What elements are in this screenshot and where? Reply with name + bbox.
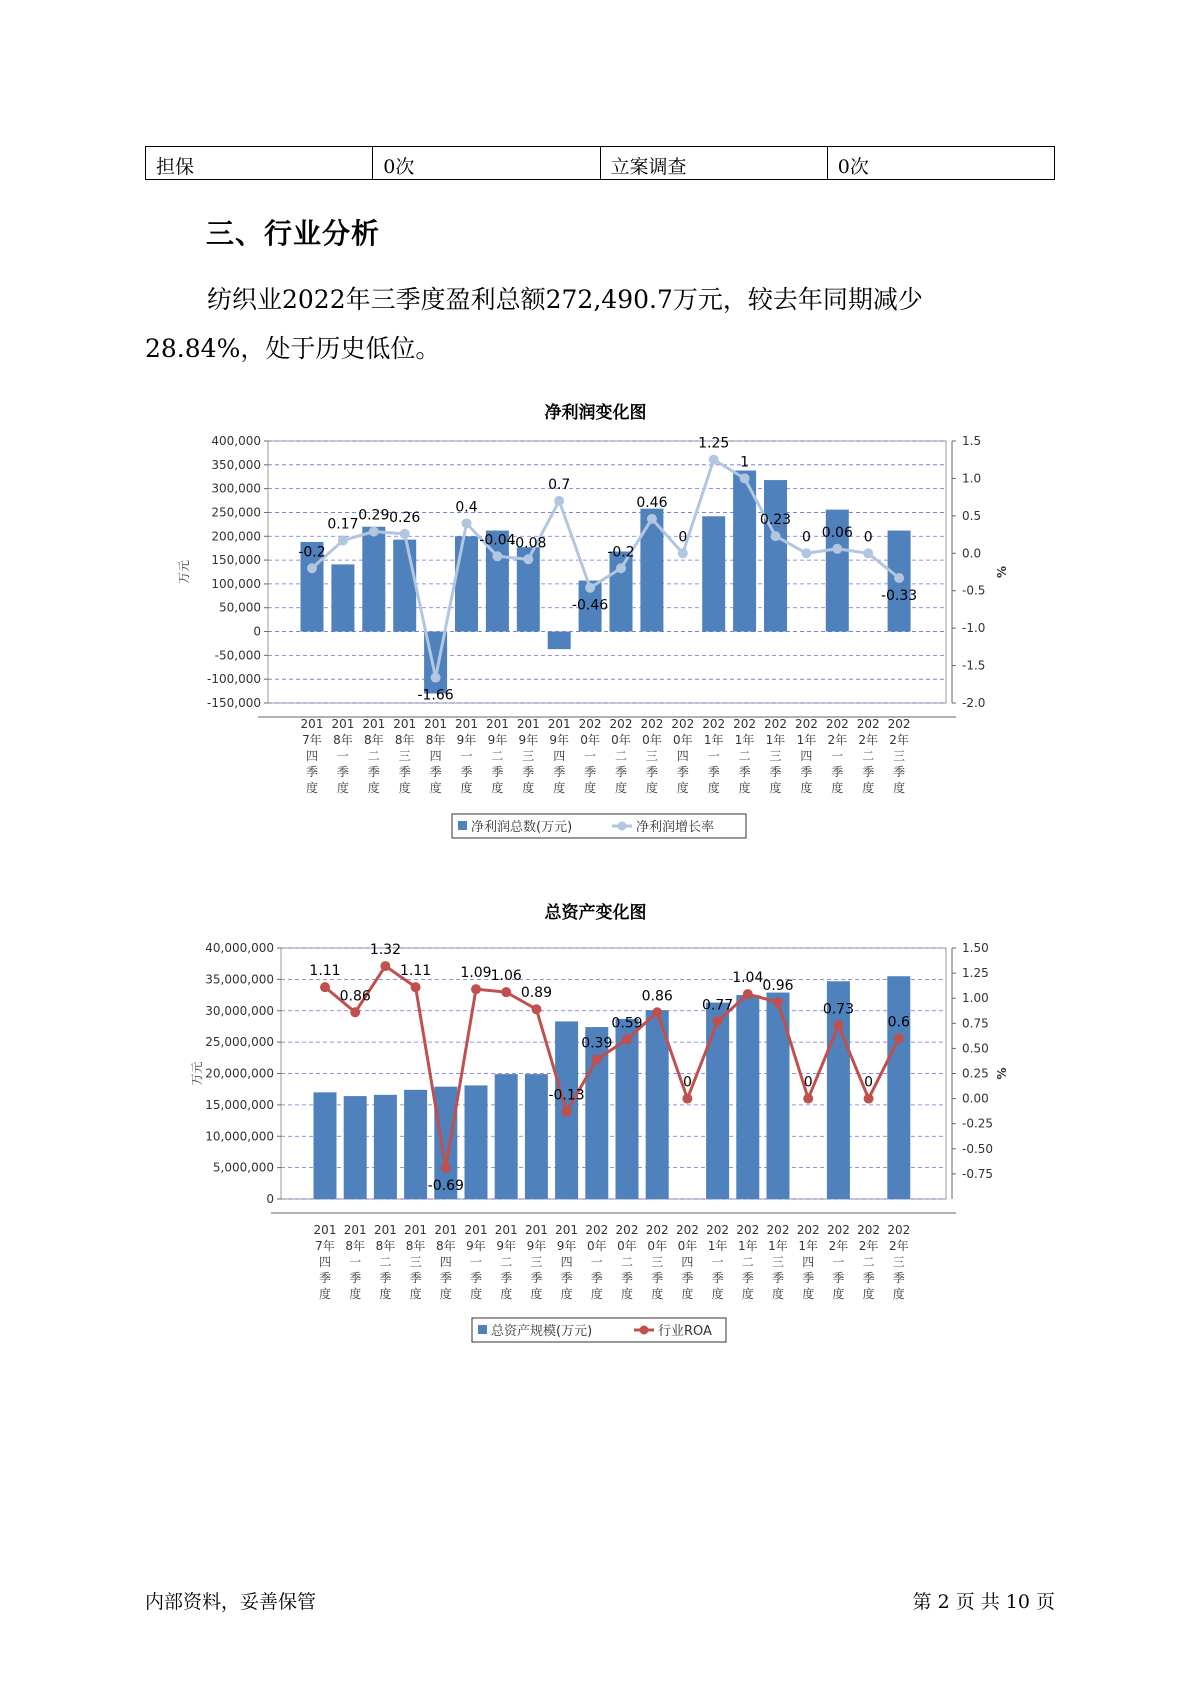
y-tick-label: 20,000,000: [205, 1066, 274, 1081]
bar: [455, 536, 478, 631]
legend-swatch-bars: [478, 1325, 487, 1334]
line-point: [501, 987, 511, 997]
x-tick-label: 202 1年二季度: [733, 717, 757, 795]
line-point: [652, 1007, 662, 1017]
analysis-paragraph: 纺织业2022年三季度盈利总额272,490.7万元，较去年同期减少28.84%，处于历史低位。: [145, 285, 923, 363]
x-tick-label: 201 9年二季度: [494, 1223, 518, 1301]
data-label: -1.66: [417, 687, 454, 704]
x-tick-label: 202 0年一季度: [585, 1223, 609, 1301]
x-tick-label: 201 9年四季度: [555, 1223, 579, 1301]
y-tick-label: 40,000,000: [205, 941, 274, 955]
bar: [393, 540, 416, 632]
line-point: [771, 531, 781, 541]
data-label: 0.86: [641, 988, 673, 1005]
bar: [525, 1074, 548, 1199]
y-tick-label: 300,000: [211, 481, 261, 496]
bar: [736, 995, 759, 1199]
line-point: [350, 1007, 360, 1017]
x-tick-label: 201 9年二季度: [485, 717, 509, 795]
data-label: -0.33: [880, 587, 918, 604]
x-tick-label: 202 1年二季度: [736, 1223, 760, 1301]
x-tick-label: 201 7年四季度: [300, 717, 324, 795]
y-tick-label: 400,000: [211, 434, 261, 448]
x-tick-label: 202 1年三季度: [764, 717, 787, 795]
x-tick-label: 201 9年一季度: [464, 1223, 488, 1301]
line-point: [682, 1094, 692, 1104]
x-tick-label: 201 8年三季度: [393, 717, 417, 795]
x-tick-label: 202 0年三季度: [640, 717, 664, 795]
y2-tick-label: -1.0: [962, 621, 986, 636]
x-tick-label: 202 1年三季度: [766, 1223, 790, 1301]
y-tick-label: -150,000: [207, 696, 261, 710]
footer-page-number: 第 2 页 共 10 页: [912, 1591, 1055, 1613]
line-point: [864, 1094, 874, 1104]
line-point: [833, 1020, 843, 1030]
legend-swatch-bars: [458, 821, 467, 830]
line-point: [462, 518, 472, 528]
data-label: -0.04: [479, 532, 516, 549]
data-label: 0: [678, 529, 688, 546]
data-label: -0.46: [571, 597, 609, 614]
data-label: -0.13: [548, 1087, 585, 1104]
x-tick-label: 202 2年三季度: [887, 717, 911, 795]
info-table: [145, 146, 1055, 180]
data-label: 0.7: [548, 476, 571, 493]
y-tick-label: 250,000: [211, 505, 261, 520]
line-point: [554, 496, 564, 506]
line-point: [338, 536, 348, 546]
table-cell: 0次: [827, 147, 1054, 180]
line-point: [307, 563, 317, 573]
data-label: 1: [740, 454, 750, 471]
line-point: [894, 1033, 904, 1043]
data-label: -0.2: [607, 544, 635, 561]
data-label: -0.69: [427, 1177, 464, 1194]
line-point: [616, 563, 626, 573]
line-point: [531, 1004, 541, 1014]
y2-tick-label: 0.0: [962, 546, 982, 561]
y-tick-label: 35,000,000: [205, 972, 274, 987]
line-point: [709, 455, 719, 465]
data-label: 1.32: [369, 942, 401, 959]
x-tick-label: 202 0年二季度: [609, 717, 633, 795]
y-tick-label: -100,000: [207, 672, 261, 687]
line-point: [471, 984, 481, 994]
line-point: [400, 529, 410, 539]
data-label: 0.86: [339, 988, 371, 1005]
x-tick-label: 202 2年三季度: [887, 1223, 911, 1301]
y2-tick-label: 0.50: [962, 1041, 989, 1056]
line-point: [801, 548, 811, 558]
data-label: 0.96: [762, 978, 794, 995]
x-tick-label: 202 2年二季度: [857, 1223, 881, 1301]
y2-axis-title: %: [995, 1067, 1009, 1080]
x-tick-label: 201 9年四季度: [547, 717, 571, 795]
bar: [764, 480, 787, 631]
y2-tick-label: -0.50: [962, 1141, 994, 1156]
line-point: [369, 527, 379, 537]
data-label: -0.2: [298, 544, 326, 561]
data-label: 0.4: [455, 499, 478, 516]
data-label: -0.08: [510, 535, 547, 552]
data-label: 0: [682, 1074, 692, 1091]
bar: [465, 1085, 488, 1199]
legend-label-line: 净利润增长率: [636, 820, 715, 835]
data-label: 0.6: [887, 1014, 910, 1031]
data-label: 0.59: [611, 1015, 643, 1032]
legend-swatch-point: [640, 1326, 649, 1335]
bar: [314, 1092, 337, 1199]
line-point: [713, 1016, 723, 1026]
y2-tick-label: -0.25: [962, 1116, 994, 1131]
bar: [702, 516, 725, 631]
data-label: 1.04: [732, 970, 764, 987]
bar: [374, 1095, 397, 1199]
y-tick-label: 0: [253, 624, 261, 639]
x-tick-label: 201 9年三季度: [524, 1223, 548, 1301]
line-point: [803, 1094, 813, 1104]
data-label: 0: [803, 1074, 813, 1091]
y2-tick-label: 0.5: [962, 508, 982, 523]
legend-label-bars: 净利润总数(万元): [471, 820, 573, 835]
chart2-title: 总资产变化图: [544, 903, 647, 923]
bar: [887, 976, 910, 1199]
line-point: [622, 1034, 632, 1044]
table-cell: 0次: [373, 147, 600, 180]
x-tick-label: 201 8年四季度: [434, 1223, 458, 1301]
data-label: 0.26: [389, 509, 421, 526]
line-point: [431, 673, 441, 683]
data-label: 0.73: [822, 1001, 854, 1018]
line-point: [441, 1163, 451, 1173]
footer-confidential: 内部资料，妥善保管: [145, 1591, 317, 1613]
bar: [362, 527, 385, 632]
line-point: [585, 583, 595, 593]
bar: [344, 1096, 367, 1199]
data-label: 1.09: [460, 965, 492, 982]
data-label: 0.06: [821, 524, 853, 541]
line-point: [492, 551, 502, 561]
data-label: 0.89: [520, 985, 552, 1002]
y2-tick-label: 1.25: [962, 966, 989, 981]
bar: [548, 632, 571, 650]
x-tick-label: 202 0年三季度: [645, 1223, 669, 1301]
data-label: 0: [864, 1074, 874, 1091]
y-tick-label: 15,000,000: [205, 1097, 274, 1112]
y-tick-label: 350,000: [211, 457, 261, 472]
x-tick-label: 202 2年一季度: [825, 717, 849, 795]
x-tick-label: 202 1年一季度: [702, 717, 726, 795]
line-point: [743, 989, 753, 999]
y2-tick-label: -0.75: [962, 1166, 994, 1181]
bar: [404, 1090, 427, 1199]
x-tick-label: 201 8年三季度: [404, 1223, 428, 1301]
data-label: 0.39: [581, 1035, 613, 1052]
legend-label-line: 行业ROA: [658, 1324, 712, 1339]
x-tick-label: 201 8年一季度: [331, 717, 355, 795]
table-cell: 担保: [146, 147, 373, 180]
total-assets-chart: [0, 925, 1191, 1345]
line-point: [740, 473, 750, 483]
x-tick-label: 201 7年四季度: [313, 1223, 337, 1301]
table-row: [146, 147, 1055, 180]
x-tick-label: 202 0年二季度: [615, 1223, 639, 1301]
line-point: [678, 548, 688, 558]
x-tick-label: 201 8年二季度: [362, 717, 386, 795]
y-tick-label: -50,000: [214, 648, 261, 663]
data-label: 1.25: [698, 435, 730, 452]
data-label: 1.11: [400, 963, 432, 980]
y-axis-title: 万元: [177, 559, 191, 585]
data-label: 0.29: [358, 507, 390, 524]
line-point: [773, 997, 783, 1007]
y2-tick-label: -2.0: [962, 696, 986, 710]
y-tick-label: 30,000,000: [205, 1003, 274, 1018]
y-tick-label: 10,000,000: [205, 1129, 274, 1144]
line-point: [523, 554, 533, 564]
section-title: 三、行业分析: [206, 217, 381, 250]
data-label: 0.46: [636, 494, 668, 511]
line-point: [894, 573, 904, 583]
x-tick-label: 202 0年一季度: [578, 717, 602, 795]
y2-axis-title: %: [995, 565, 1009, 579]
x-tick-label: 202 1年四季度: [794, 717, 818, 795]
y-tick-label: 0: [266, 1192, 274, 1206]
y2-tick-label: 0.75: [962, 1016, 989, 1031]
x-tick-label: 201 8年四季度: [424, 717, 448, 795]
line-point: [380, 961, 390, 971]
x-tick-label: 202 1年一季度: [706, 1223, 730, 1301]
y-tick-label: 25,000,000: [205, 1035, 274, 1050]
line-point: [863, 548, 873, 558]
y-tick-label: 5,000,000: [212, 1160, 274, 1175]
data-label: 0.23: [759, 512, 792, 529]
bar: [706, 1003, 729, 1199]
y-tick-label: 100,000: [211, 576, 261, 591]
line-point: [562, 1107, 572, 1117]
x-tick-label: 202 2年二季度: [856, 717, 880, 795]
line-point: [832, 544, 842, 554]
net-profit-chart: [0, 425, 1191, 855]
y2-tick-label: 0.00: [962, 1091, 989, 1106]
data-label: 0: [863, 529, 873, 546]
line-point: [592, 1054, 602, 1064]
x-tick-label: 201 9年一季度: [455, 717, 478, 795]
y-tick-label: 200,000: [211, 529, 261, 544]
chart1-title: 净利润变化图: [544, 403, 647, 423]
line-point: [647, 514, 657, 524]
y2-tick-label: 1.50: [962, 941, 989, 955]
x-tick-label: 201 8年二季度: [373, 1223, 397, 1301]
data-label: 0: [801, 529, 811, 546]
x-tick-label: 202 1年四季度: [796, 1223, 820, 1301]
line-point: [411, 982, 421, 992]
y2-tick-label: 1.0: [962, 471, 982, 486]
x-tick-label: 202 0年四季度: [675, 1223, 699, 1301]
y2-tick-label: 0.25: [962, 1066, 989, 1081]
y-axis-title: 万元: [190, 1061, 204, 1086]
x-tick-label: 201 9年三季度: [516, 717, 540, 795]
data-label: 1.11: [309, 963, 341, 980]
y-tick-label: 150,000: [211, 553, 261, 568]
y-tick-label: 50,000: [219, 600, 261, 615]
y2-tick-label: 1.5: [962, 434, 982, 448]
line-point: [320, 982, 330, 992]
data-label: 0.77: [702, 997, 734, 1014]
bar: [331, 564, 354, 631]
x-tick-label: 202 0年四季度: [671, 717, 695, 795]
y2-tick-label: -1.5: [962, 658, 986, 673]
y2-tick-label: -0.5: [962, 583, 986, 598]
data-label: 1.06: [490, 968, 522, 985]
legend-swatch-point: [618, 822, 627, 831]
x-tick-label: 201 8年一季度: [343, 1223, 367, 1301]
legend-label-bars: 总资产规模(万元): [491, 1324, 593, 1339]
y2-tick-label: 1.00: [962, 991, 989, 1006]
x-tick-label: 202 2年一季度: [826, 1223, 850, 1301]
data-label: 0.17: [327, 516, 359, 533]
table-cell: 立案调查: [600, 147, 827, 180]
bar: [495, 1074, 518, 1199]
